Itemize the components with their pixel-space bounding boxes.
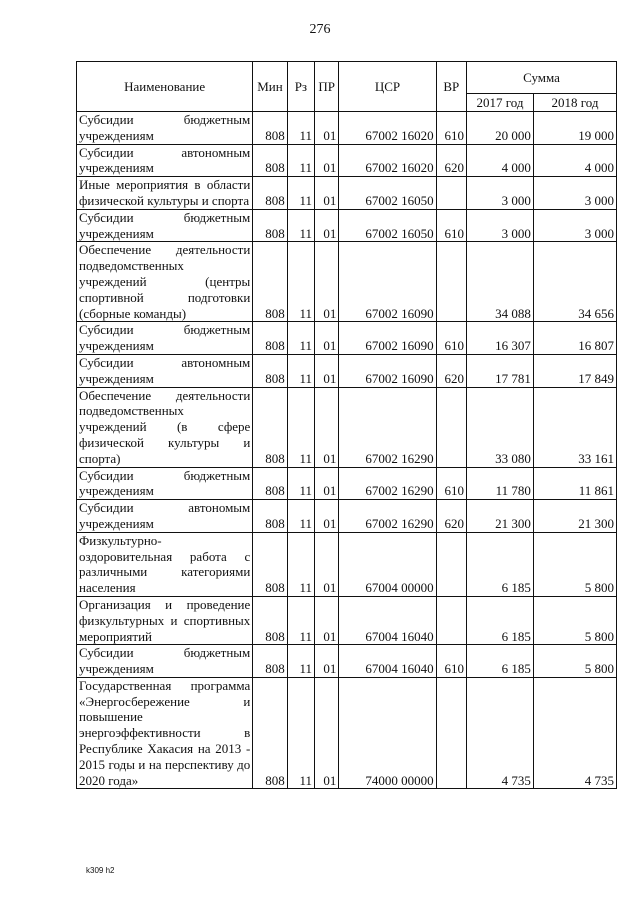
cell-csr: 67004 00000 bbox=[339, 532, 436, 596]
cell-pr: 01 bbox=[315, 467, 339, 500]
table-row bbox=[77, 387, 617, 467]
cell-csr: 67002 16090 bbox=[339, 242, 436, 322]
cell-y2018: 3 000 bbox=[533, 177, 616, 210]
cell-y2017: 6 185 bbox=[467, 532, 534, 596]
cell-csr: 67002 16020 bbox=[339, 144, 436, 177]
cell-min: 808 bbox=[253, 112, 287, 145]
cell-y2018: 34 656 bbox=[533, 242, 616, 322]
cell-name: Субсидии бюджетным учреждениям bbox=[77, 209, 253, 242]
cell-min: 808 bbox=[253, 177, 287, 210]
cell-pr: 01 bbox=[315, 144, 339, 177]
cell-y2018: 5 800 bbox=[533, 532, 616, 596]
cell-pr: 01 bbox=[315, 209, 339, 242]
cell-rz: 11 bbox=[287, 209, 314, 242]
cell-rz: 11 bbox=[287, 645, 314, 678]
cell-y2018: 5 800 bbox=[533, 596, 616, 644]
cell-rz: 11 bbox=[287, 387, 314, 467]
header-sum: Сумма bbox=[467, 62, 617, 94]
cell-pr: 01 bbox=[315, 387, 339, 467]
cell-pr: 01 bbox=[315, 532, 339, 596]
cell-y2017: 16 307 bbox=[467, 322, 534, 355]
cell-rz: 11 bbox=[287, 242, 314, 322]
cell-y2017: 34 088 bbox=[467, 242, 534, 322]
cell-y2017: 6 185 bbox=[467, 645, 534, 678]
header-min: Мин bbox=[253, 62, 287, 112]
cell-name: Иные мероприятия в области физической культуры и спорта bbox=[77, 177, 253, 210]
budget-table bbox=[76, 61, 617, 789]
cell-csr: 67002 16020 bbox=[339, 112, 436, 145]
table-row bbox=[77, 144, 617, 177]
cell-csr: 67004 16040 bbox=[339, 596, 436, 644]
cell-y2018: 33 161 bbox=[533, 387, 616, 467]
cell-vr bbox=[436, 387, 466, 467]
cell-min: 808 bbox=[253, 387, 287, 467]
table-row bbox=[77, 532, 617, 596]
cell-vr: 620 bbox=[436, 144, 466, 177]
cell-min: 808 bbox=[253, 209, 287, 242]
page-number: 276 bbox=[309, 22, 331, 37]
cell-min: 808 bbox=[253, 467, 287, 500]
cell-rz: 11 bbox=[287, 532, 314, 596]
header-csr: ЦСР bbox=[339, 62, 436, 112]
cell-min: 808 bbox=[253, 677, 287, 789]
cell-min: 808 bbox=[253, 645, 287, 678]
cell-name: Обеспечение деятельности подведомственных учреждений (в сфере физической культуры и спорта) bbox=[77, 387, 253, 467]
cell-vr: 610 bbox=[436, 112, 466, 145]
cell-y2018: 16 807 bbox=[533, 322, 616, 355]
cell-rz: 11 bbox=[287, 112, 314, 145]
cell-vr bbox=[436, 177, 466, 210]
cell-pr: 01 bbox=[315, 645, 339, 678]
cell-y2017: 6 185 bbox=[467, 596, 534, 644]
table-row bbox=[77, 467, 617, 500]
cell-min: 808 bbox=[253, 242, 287, 322]
cell-vr bbox=[436, 677, 466, 789]
table-row bbox=[77, 500, 617, 533]
cell-y2018: 5 800 bbox=[533, 645, 616, 678]
table-row bbox=[77, 177, 617, 210]
cell-csr: 67002 16090 bbox=[339, 354, 436, 387]
cell-pr: 01 bbox=[315, 354, 339, 387]
header-2018: 2018 год bbox=[533, 94, 616, 112]
cell-pr: 01 bbox=[315, 177, 339, 210]
cell-rz: 11 bbox=[287, 144, 314, 177]
cell-name: Субсидии автономым учреждениям bbox=[77, 500, 253, 533]
cell-min: 808 bbox=[253, 500, 287, 533]
cell-name: Субсидии бюджетным учреждениям bbox=[77, 112, 253, 145]
cell-rz: 11 bbox=[287, 322, 314, 355]
footer-code: k309 h2 bbox=[86, 866, 115, 875]
cell-name: Государственная программа «Энергосбережение и повышение энергоэффективности в Республике Хакасия на 2013 - 2015 годы и на перспективу до 2020 года» bbox=[77, 677, 253, 789]
cell-csr: 67002 16090 bbox=[339, 322, 436, 355]
cell-y2018: 17 849 bbox=[533, 354, 616, 387]
cell-pr: 01 bbox=[315, 242, 339, 322]
cell-y2017: 4 000 bbox=[467, 144, 534, 177]
cell-vr: 610 bbox=[436, 645, 466, 678]
cell-y2018: 4 735 bbox=[533, 677, 616, 789]
cell-pr: 01 bbox=[315, 322, 339, 355]
cell-min: 808 bbox=[253, 322, 287, 355]
cell-y2017: 33 080 bbox=[467, 387, 534, 467]
cell-csr: 67002 16290 bbox=[339, 387, 436, 467]
cell-pr: 01 bbox=[315, 500, 339, 533]
cell-name: Субсидии автономным учреждениям bbox=[77, 354, 253, 387]
cell-rz: 11 bbox=[287, 354, 314, 387]
table-row bbox=[77, 209, 617, 242]
cell-rz: 11 bbox=[287, 500, 314, 533]
table-row bbox=[77, 645, 617, 678]
table-body bbox=[77, 112, 617, 789]
cell-vr bbox=[436, 596, 466, 644]
cell-csr: 74000 00000 bbox=[339, 677, 436, 789]
cell-pr: 01 bbox=[315, 112, 339, 145]
cell-name: Обеспечение деятельности подведомственных учреждений (центры спортивной подготовки (сборные команды) bbox=[77, 242, 253, 322]
cell-y2017: 4 735 bbox=[467, 677, 534, 789]
cell-vr: 620 bbox=[436, 354, 466, 387]
header-vr: ВР bbox=[436, 62, 466, 112]
cell-y2017: 3 000 bbox=[467, 209, 534, 242]
cell-vr: 610 bbox=[436, 209, 466, 242]
cell-vr bbox=[436, 532, 466, 596]
cell-name: Физкультурно-оздоровительная работа с различными категориями населения bbox=[77, 532, 253, 596]
cell-y2018: 19 000 bbox=[533, 112, 616, 145]
cell-vr: 620 bbox=[436, 500, 466, 533]
cell-min: 808 bbox=[253, 532, 287, 596]
cell-min: 808 bbox=[253, 596, 287, 644]
header-2017: 2017 год bbox=[467, 94, 534, 112]
table-row bbox=[77, 112, 617, 145]
header-rz: Рз bbox=[287, 62, 314, 112]
cell-name: Субсидии бюджетным учреждениям bbox=[77, 645, 253, 678]
cell-min: 808 bbox=[253, 144, 287, 177]
cell-name: Субсидии автономным учреждениям bbox=[77, 144, 253, 177]
cell-csr: 67004 16040 bbox=[339, 645, 436, 678]
cell-vr bbox=[436, 242, 466, 322]
cell-y2017: 17 781 bbox=[467, 354, 534, 387]
header-name: Наименование bbox=[77, 62, 253, 112]
header-pr: ПР bbox=[315, 62, 339, 112]
table-row bbox=[77, 677, 617, 789]
cell-y2018: 3 000 bbox=[533, 209, 616, 242]
cell-y2018: 4 000 bbox=[533, 144, 616, 177]
cell-y2017: 11 780 bbox=[467, 467, 534, 500]
cell-name: Организация и проведение физкультурных и спортивных мероприятий bbox=[77, 596, 253, 644]
cell-y2017: 20 000 bbox=[467, 112, 534, 145]
cell-y2018: 21 300 bbox=[533, 500, 616, 533]
cell-name: Субсидии бюджетным учреждениям bbox=[77, 467, 253, 500]
cell-name: Субсидии бюджетным учреждениям bbox=[77, 322, 253, 355]
cell-csr: 67002 16290 bbox=[339, 467, 436, 500]
cell-csr: 67002 16050 bbox=[339, 209, 436, 242]
table-row bbox=[77, 242, 617, 322]
table-row bbox=[77, 596, 617, 644]
cell-min: 808 bbox=[253, 354, 287, 387]
table-row bbox=[77, 354, 617, 387]
cell-rz: 11 bbox=[287, 177, 314, 210]
cell-pr: 01 bbox=[315, 596, 339, 644]
cell-y2017: 21 300 bbox=[467, 500, 534, 533]
cell-csr: 67002 16050 bbox=[339, 177, 436, 210]
cell-vr: 610 bbox=[436, 467, 466, 500]
cell-pr: 01 bbox=[315, 677, 339, 789]
cell-y2017: 3 000 bbox=[467, 177, 534, 210]
cell-rz: 11 bbox=[287, 467, 314, 500]
cell-csr: 67002 16290 bbox=[339, 500, 436, 533]
cell-rz: 11 bbox=[287, 677, 314, 789]
cell-vr: 610 bbox=[436, 322, 466, 355]
cell-y2018: 11 861 bbox=[533, 467, 616, 500]
cell-rz: 11 bbox=[287, 596, 314, 644]
table-row bbox=[77, 322, 617, 355]
